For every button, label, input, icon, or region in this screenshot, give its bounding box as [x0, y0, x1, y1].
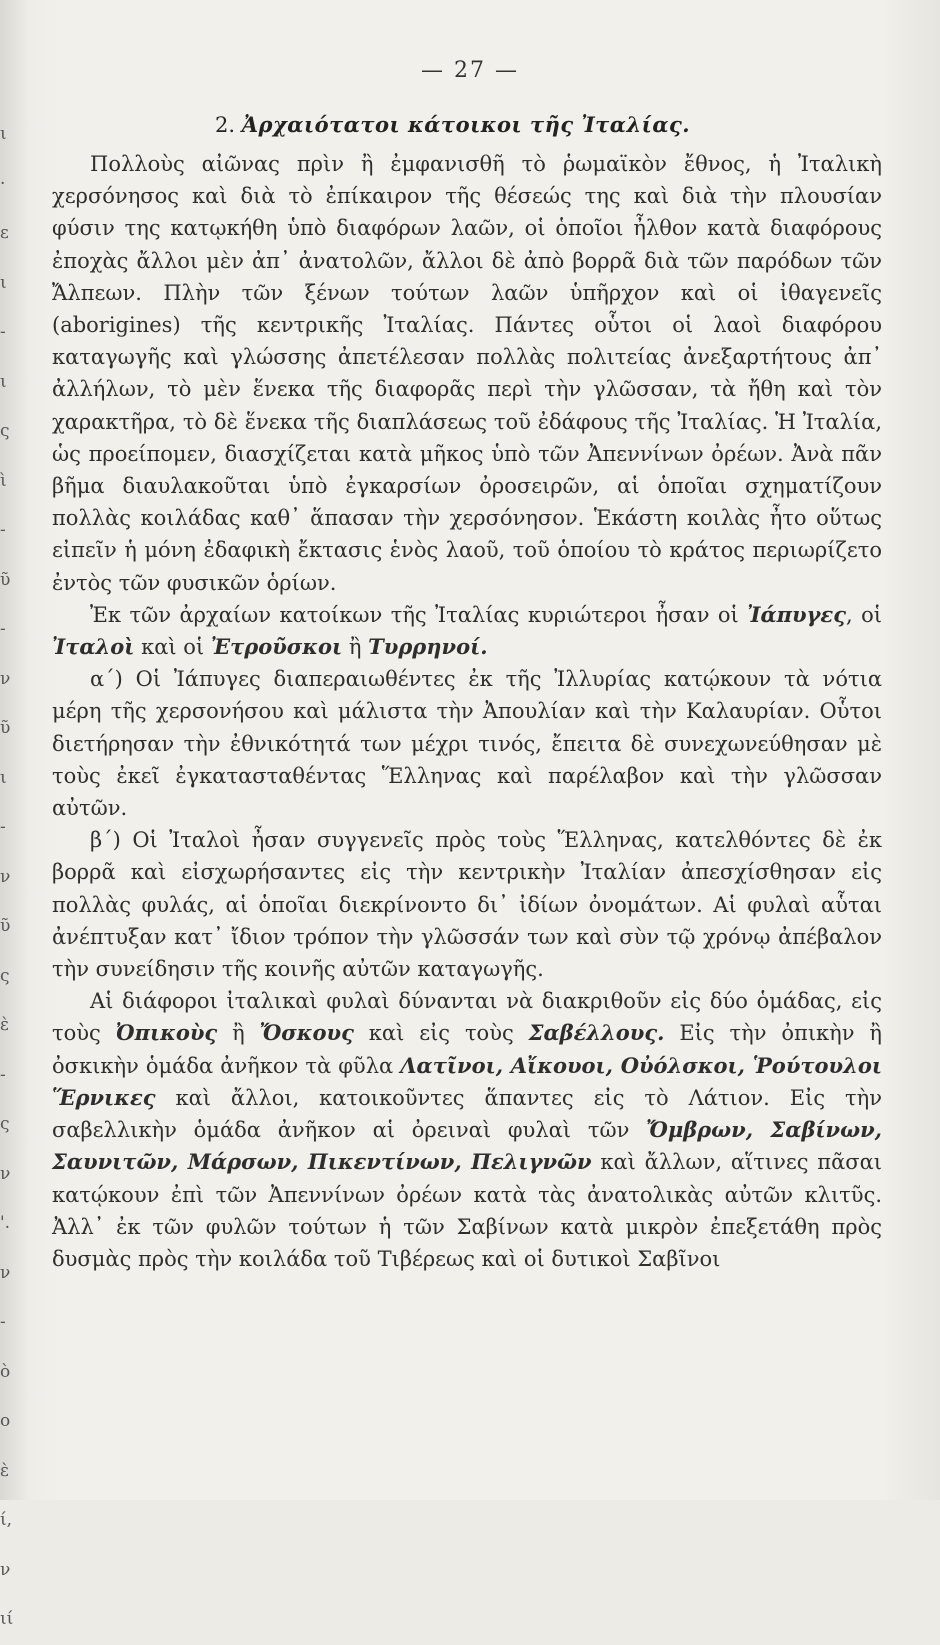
- margin-fragment: ν: [0, 1163, 11, 1184]
- margin-fragment: ς: [0, 421, 10, 441]
- text-run: καὶ εἰς τοὺς: [353, 1021, 529, 1046]
- text-run: Πολλοὺς αἰῶνας πρὶν ἢ ἐμφανισθῆ τὸ ῥωμαϊκὸν ἔθνος, ἡ Ἰταλικὴ χερσόνησος καὶ διὰ τὸ ἐπίκαιρον τῆς θέσεώς της καὶ διὰ τὴν πλουσίαν φύσιν της κατῳκήθη ὑπὸ διαφόρων λαῶν, οἱ ὁποῖοι ἦλθον κατὰ διαφόρους ἐποχὰς ἄλλοι μὲν ἀπ᾿ ἀνατολῶν, ἄλλοι δὲ ἀπὸ βορρᾶ διὰ τῶν παρόδων τῶν Ἄλπεων. Πλὴν τῶν ξένων τούτων λαῶν ὑπῆρχον καὶ οἱ ἰθαγενεῖς (aborigines) τῆς κεντρικῆς Ἰταλίας. Πάντες οὗτοι οἱ λαοὶ διαφόρου καταγωγῆς καὶ γλώσσης ἀπετέλεσαν πολλὰς πολιτείας ἀνεξαρτήτους ἀπ᾿ ἀλλήλων, τὸ μὲν ἕνεκα τῆς διαφορᾶς περὶ τὴν γλῶσσαν, τὰ ἤθη καὶ τὸν χαρακτῆρα, τὸ δὲ ἕνεκα τῆς διαπλάσεως τοῦ ἐδάφους τῆς Ἰταλίας. Ἡ Ἰταλία, ὡς προείπομεν, διασχίζεται κατὰ μῆκος ὑπὸ τῶν Ἀπεννίνων ὀρέων. Ἀνὰ πᾶν βῆμα διαυλακοῦται ὑπὸ ἐγκαρσίων ὀροσειρῶν, αἱ ὁποῖαι σχηματίζουν πολλὰς κοιλάδας καθ᾿ ἅπασαν τὴν χερσόνησον. Ἑκάστη κοιλὰς ἦτο οὕτως εἰπεῖν ἡ μόνη ἐδαφικὴ ἔκτασις ἑνὸς λαοῦ, τοῦ ὁποίου τὸ κράτος περιωρίζετο ἐντὸς τῶν φυσικῶν ὁρίων.: [52, 152, 882, 595]
- margin-fragment: -: [0, 1312, 6, 1332]
- emphasized-name: Ὀπικοὺς: [115, 1020, 218, 1046]
- margin-fragment: ς: [0, 1114, 10, 1134]
- section-heading: [215, 112, 690, 137]
- margin-fragment: ι: [0, 124, 7, 144]
- margin-fragment: ὲ: [0, 1015, 10, 1035]
- text-run: Ἐκ τῶν ἀρχαίων κατοίκων τῆς Ἰταλίας κυριώτεροι ἦσαν οἱ: [90, 602, 748, 627]
- margin-fragment: ν: [0, 866, 11, 887]
- text-run: καὶ ἄλλοι, κατοικοῦντες ἅπαντες εἰς τὸ Λάτιον. Εἰς τὴν σαβελλικὴν ὁμάδα ἀνῆκον αἱ ὀρειναὶ φυλαὶ τῶν: [52, 1085, 882, 1143]
- margin-fragment: ν: [0, 1262, 11, 1283]
- paragraph-p1: [52, 148, 882, 599]
- emphasized-name: Λατῖνοι, Αἴκουοι, Οὐόλσκοι, Ῥούτουλοι Ἕρνικες: [52, 1052, 882, 1110]
- text-run: β΄) Οἱ Ἰταλοὶ ἦσαν συγγενεῖς πρὸς τοὺς Ἕλληνας, κατελθόντες δὲ ἐκ βορρᾶ καὶ εἰσχωρήσαντες εἰς τὴν κεντρικὴν Ἰταλίαν ἀπεσχίσθησαν εἰς πολλὰς φυλάς, αἱ ὁποῖαι διεκρίνοντο δι᾿ ἰδίων ὀνομάτων. Αἱ φυλαὶ αὗται ἀνέπτυξαν κατ᾿ ἴδιον τρόπον τὴν γλῶσσάν των καὶ σὺν τῷ χρόνῳ ἀπέβαλον τὴν συνείδησιν τῆς κοινῆς αὐτῶν καταγωγῆς.: [52, 828, 882, 982]
- emphasized-name: Ὄσκους: [259, 1020, 354, 1046]
- margin-fragment: -: [0, 520, 6, 540]
- margin-fragment: ν: [0, 1559, 11, 1580]
- text-run: καὶ οἱ: [134, 635, 211, 660]
- margin-fragment: -: [0, 619, 6, 639]
- page-number: — 27 —: [421, 58, 519, 83]
- text-run: καὶ ἄλλων, αἵτινες πᾶσαι κατῴκουν ἐπὶ τῶν Ἀπεννίνων ὀρέων κατὰ τὰς ἀνατολικὰς αὐτῶν κλιτῦς. Ἀλλ᾿ ἐκ τῶν φυλῶν τούτων ἡ τῶν Σαβίνων κατὰ μικρὸν ἐπεξετάθη πρὸς δυσμὰς πρὸς τὴν κοιλάδα τοῦ Τιβέρεως καὶ οἱ δυτικοὶ Σαβῖνοι: [52, 1150, 882, 1271]
- text-run: Εἰς τὴν ὀπικὴν ἢ ὀσκικὴν ὁμάδα ἀνῆκον τὰ φῦλα: [52, 1021, 882, 1078]
- emphasized-name: Ἰάπυγες: [747, 601, 846, 627]
- margin-fragment: ν: [0, 668, 11, 689]
- emphasized-name: Ἐτροῦσκοι: [210, 634, 343, 660]
- margin-fragment: ῦ: [0, 718, 11, 738]
- paragraph-p3: [52, 663, 882, 824]
- emphasized-name: Ὄμβρων, Σαβίνων, Σαυνιτῶν, Μάρσων, Πικεντίνων, Πελιγνῶν: [52, 1117, 882, 1175]
- margin-fragment: ι: [0, 272, 7, 293]
- margin-fragment: ὶ: [0, 470, 7, 491]
- text-run: , οἱ: [845, 602, 882, 627]
- section-title: Ἀρχαιότατοι κάτοικοι τῆς Ἰταλίας.: [241, 112, 691, 137]
- text-run: α΄) Οἱ Ἰάπυγες διαπεραιωθέντες ἐκ τῆς Ἰλλυρίας κατῴκουν τὰ νότια μέρη τῆς χερσονήσου καὶ μάλιστα τὴν Ἀπουλίαν καὶ τὴν Καλαυρίαν. Οὗτοι διετήρησαν τὴν ἐθνικότητά των μέχρι τινός, ἔπειτα δὲ συνεχωνεύθησαν μὲ τοὺς ἐκεῖ ἐγκατασταθέντας Ἕλληνας καὶ παρέλαβον καὶ τὴν γλῶσσαν αὐτῶν.: [52, 667, 882, 821]
- margin-fragment: ι: [0, 767, 7, 788]
- margin-fragment: -: [0, 1064, 6, 1085]
- margin-fragment: ιί: [0, 1609, 14, 1629]
- margin-fragment: ι: [0, 371, 7, 392]
- text-run: ἢ: [217, 1021, 260, 1046]
- margin-fragment: ὲ: [0, 1460, 10, 1481]
- text-run: ἢ: [342, 635, 369, 660]
- margin-fragment: -: [0, 322, 6, 342]
- margin-fragment: ί,: [0, 1510, 13, 1530]
- margin-fragment: ·: [0, 173, 6, 194]
- margin-fragment: '.: [0, 1213, 11, 1233]
- margin-fragment: ὸ: [0, 1361, 11, 1382]
- paragraph-p4: [52, 824, 882, 985]
- margin-fragment: -: [0, 817, 6, 837]
- section-number: 2.: [215, 113, 236, 137]
- paragraph-p2: [52, 599, 882, 663]
- text-run: Αἱ διάφοροι ἰταλικαὶ φυλαὶ δύνανται νὰ διακριθοῦν εἰς δύο ὁμάδας, εἰς τοὺς: [52, 989, 882, 1046]
- emphasized-name: Ἰταλοὶ: [52, 634, 135, 660]
- margin-fragment: ῦ: [0, 569, 11, 590]
- paragraph-p5: [52, 985, 882, 1275]
- margin-fragment: ο: [0, 1411, 11, 1431]
- emphasized-name: Τυρρηνοί.: [368, 634, 488, 660]
- facing-page-margin-fragments: [0, 110, 18, 1629]
- margin-fragment: ε: [0, 223, 9, 243]
- margin-fragment: ῦ: [0, 916, 11, 936]
- margin-fragment: ς: [0, 965, 10, 986]
- emphasized-name: Σαβέλλους.: [528, 1020, 665, 1046]
- body-text: [52, 148, 882, 1275]
